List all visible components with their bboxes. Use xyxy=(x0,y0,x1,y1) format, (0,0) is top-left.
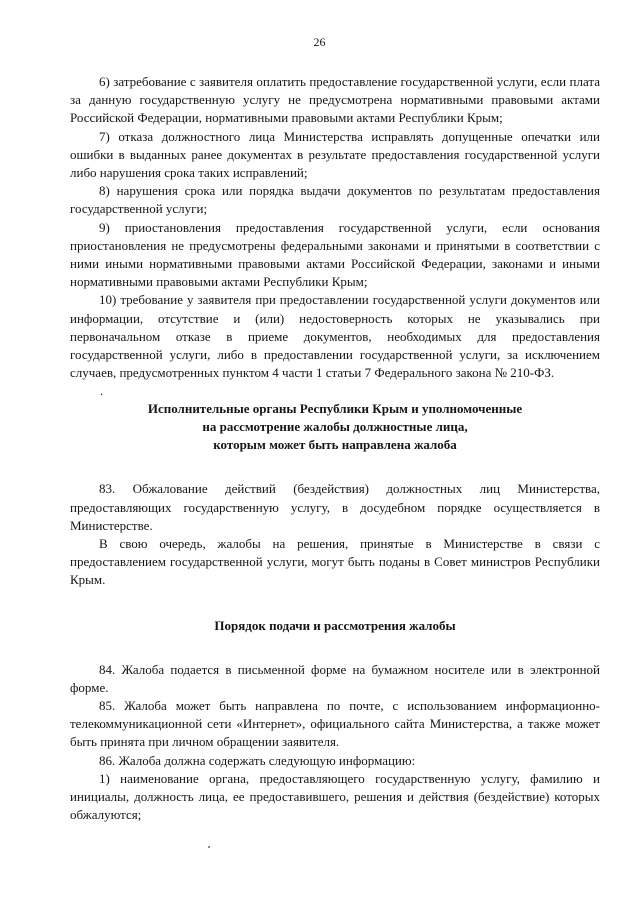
list-item-6: 6) затребование с заявителя оплатить предоставление государственной услуги, если плата за данную государственную услугу не предусмотрена нормативными правовыми актами Российской Федерации, нормативными правовыми актами Республики Крым; xyxy=(70,74,600,126)
heading-line: Исполнительные органы Республики Крым и уполномоченные xyxy=(147,401,523,417)
paragraph-83: 83. Обжалование действий (бездействия) должностных лиц Министерства, предоставляющих государственную услугу, в досудебном порядке осуществляется в Министерстве. xyxy=(70,481,600,533)
list-item-10: 10) требование у заявителя при предоставлении государственной услуги документов или информации, отсутствие и (или) недостоверность которых не указывались при первоначальном отказе в приеме документов, необходимых для предоставления государственной услуги, либо в предоставлении государственной услуги, за исключением случаев, предусмотренных пунктом 4 части 1 статьи 7 Федерального закона № 210-ФЗ. xyxy=(70,292,600,381)
page-number: 26 xyxy=(313,35,326,49)
heading-line: на рассмотрение жалобы должностные лица, xyxy=(202,419,468,435)
stray-dot: . xyxy=(100,383,104,399)
list-item-9: 9) приостановления предоставления государственной услуги, если основания приостановления не предусмотрены федеральными законами и принятыми в соответствии с ними иными нормативными правовыми актами Российской Федерации, законами и иными нормативными правовыми актами Республики Крым; xyxy=(70,219,600,290)
paragraph-84: 84. Жалоба подается в письменной форме на бумажном носителе или в электронной форме. xyxy=(70,661,600,695)
paragraph-85: 85. Жалоба может быть направлена по почте, с использованием информационно-телекоммуникационной сети «Интернет», официального сайта Министерства, а также может быть принята при личном обращении заявителя. xyxy=(70,698,600,750)
paragraph-86-item-1: 1) наименование органа, предоставляющего государственную услугу, фамилию и инициалы, должность лица, ее предоставившего, решения и действия (бездействие) которых обжалуются; xyxy=(70,770,600,823)
paragraph-86: 86. Жалоба должна содержать следующую информацию: xyxy=(99,752,416,768)
paragraph-83-continued: В свою очередь, жалобы на решения, принятые в Министерстве в связи с предоставлением государственной услуги, могут быть поданы в Совет министров Республики Крым. xyxy=(70,536,600,588)
section-heading-complaint-procedure: Порядок подачи и рассмотрения жалобы xyxy=(214,617,456,633)
heading-line: которым может быть направлена жалоба xyxy=(213,437,457,453)
document-body xyxy=(70,73,600,825)
list-item-8: 8) нарушения срока или порядка выдачи документов по результатам предоставления государственной услуги; xyxy=(70,183,600,217)
scan-speck xyxy=(208,846,210,848)
section-heading-authorities xyxy=(70,400,600,454)
list-item-7: 7) отказа должностного лица Министерства исправлять допущенные опечатки или ошибки в выданных ранее документах в результате предоставления государственной услуги либо нарушения срока таких исправлений; xyxy=(70,128,600,181)
